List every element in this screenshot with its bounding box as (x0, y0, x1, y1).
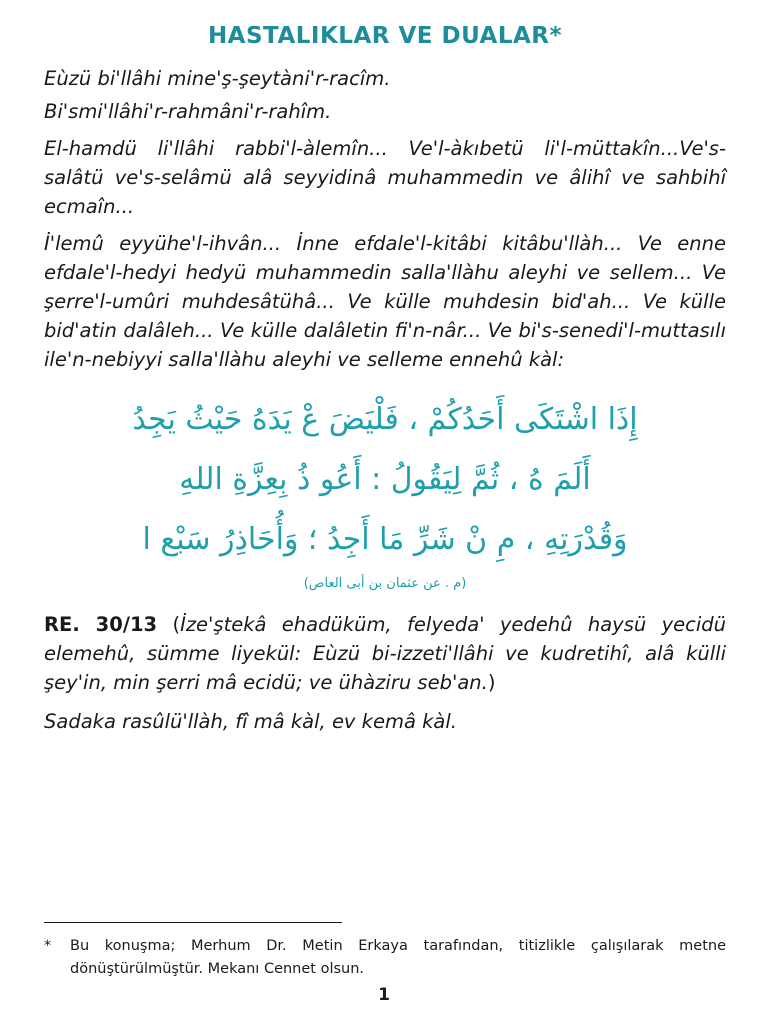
hamd-paragraph: El-hamdü li'llâhi rabbi'l-àlemîn... Ve'l-àkıbetü li'l-müttakîn...Ve's-salâtü ve's-selâmü alâ seyyidinâ muhammedin ve âlihî ve sahbihî ecmaîn... (44, 137, 726, 218)
arabic-line-2: أَلَمَ هُ ، ثُمَّ لِيَقُولُ : أَعُو ذُ بِعِزَّةِ اللهِ (179, 462, 591, 497)
euzu-paragraph: Eùzü bi'llâhi mine'ş-şeytàni'r-racîm. (44, 67, 391, 90)
page-title: HASTALIKLAR VE DUALAR* (207, 23, 563, 49)
open-paren: ( (172, 613, 181, 636)
reference-text: İze'ştekâ ehadüküm, felyeda' yedehû haysü yecidü elemehû, sümme liyekül: Eùzü bi-izzeti'llâhi ve kudretihî, alâ külli şey'in, min şerri mâ ecidü; ve ühàziru seb'an. (44, 613, 727, 694)
reference-label: RE. 30/13 (44, 613, 158, 636)
reference-paragraph (44, 610, 726, 697)
footnote-mark: * (44, 938, 52, 954)
arabic-line-1: إِذَا اشْتَكَى أَحَدُكُمْ ، فَلْيَضَ عْ يَدَهُ حَيْثُ يَجِدُ (132, 402, 638, 437)
close-paren: ) (487, 671, 496, 694)
arabic-hadith (44, 390, 726, 570)
besmele-paragraph: Bi'smi'llâhi'r-rahmâni'r-rahîm. (44, 100, 332, 123)
footnote (44, 935, 726, 981)
footnote-text: Bu konuşma; Merhum Dr. Metin Erkaya tarafından, titizlikle çalışılarak metne dönüştürülmüştür. Mekanı Cennet olsun. (70, 938, 726, 977)
page-number: 1 (378, 985, 390, 1005)
arabic-line-3: وَقُدْرَتِهِ ، مِ نْ شَرِّ مَا أَجِدُ ؛ وَأُحَاذِرُ سَبْع ا (142, 522, 628, 557)
page-content (44, 20, 726, 736)
closing-paragraph: Sadaka rasûlü'llàh, fî mâ kàl, ev kemâ kàl. (44, 710, 457, 733)
ilemu-paragraph: İ'lemû eyyühe'l-ihvân... İnne efdale'l-kitâbi kitâbu'llàh... Ve enne efdale'l-hedyi hedyü muhammedin salla'llàhu aleyhi ve sellem... Ve şerre'l-umûri muhdesâtühâ... Ve külle muhdesin bid'ah... Ve külle bid'atin dalâleh... Ve külle dalâletin fi'n-nâr... Ve bi's-senedi'l-muttasılı ile'n-nebiyyi salla'llàhu aleyhi ve selleme ennehû kàl: (44, 232, 726, 371)
footnote-divider (44, 922, 342, 923)
hadith-source: (م . عن عثمان بن أبى العاص) (303, 576, 467, 591)
